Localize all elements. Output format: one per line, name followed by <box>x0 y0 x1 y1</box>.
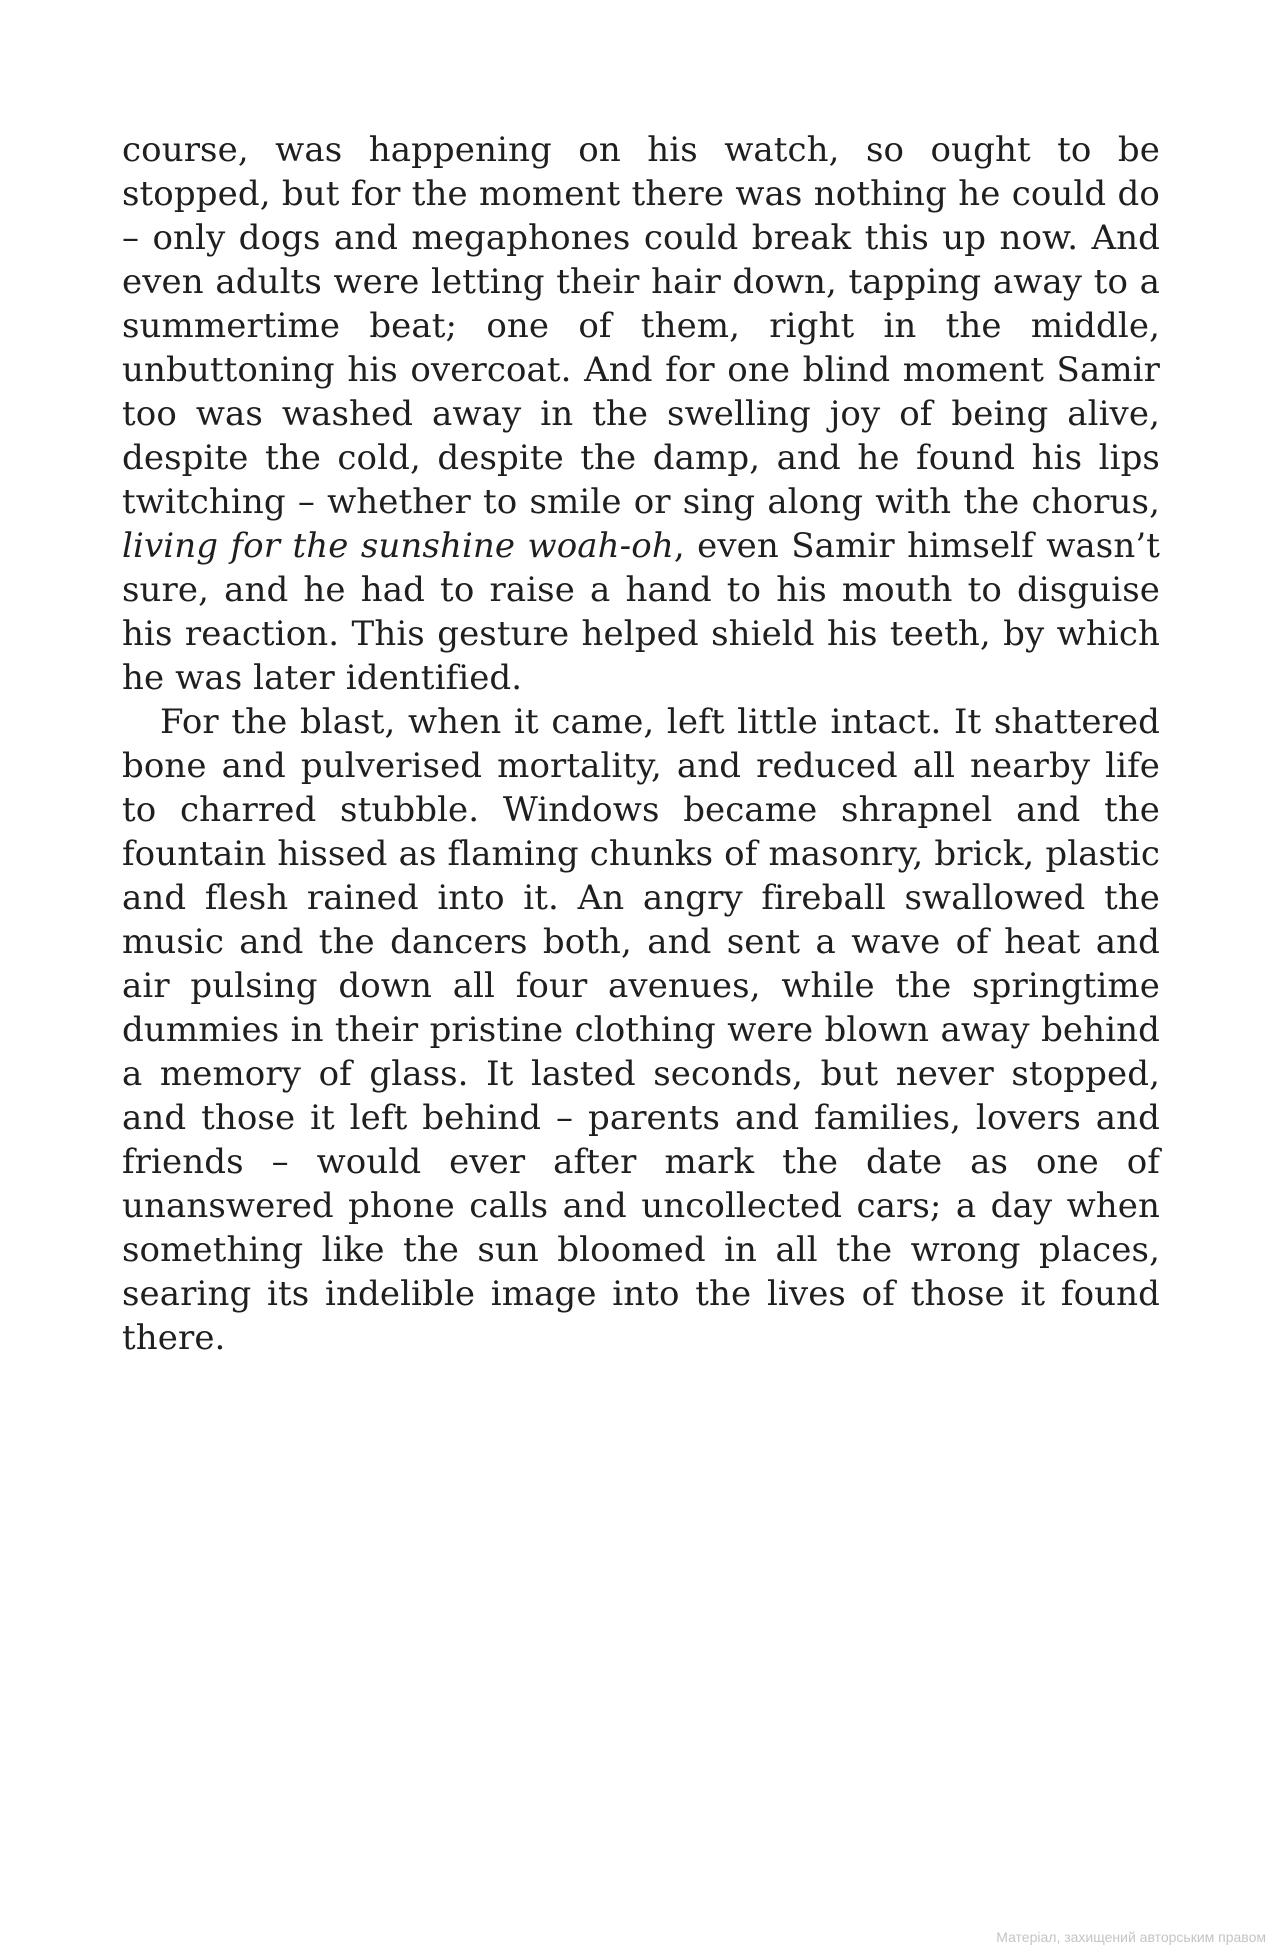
paragraph-1 <box>122 128 1160 700</box>
song-lyric-italic: living for the sunshine woah-oh <box>122 526 674 566</box>
copyright-watermark: Матеріал, захищений авторським правом <box>996 1929 1266 1945</box>
paragraph-2: For the blast, when it came, left little intact. It shattered bone and pulverised mortality, and reduced all nearby life to charred stubble. Windows became shrapnel and the fountain hissed as flaming chunks of masonry, brick, plastic and flesh rained into it. An angry fireball swallowed the music and the dancers both, and sent a wave of heat and air pulsing down all four avenues, while the springtime dummies in their pristine clothing were blown away behind a memory of glass. It lasted seconds, but never stopped, and those it left behind – parents and families, lovers and friends – would ever after mark the date as one of unanswered phone calls and uncollected cars; a day when something like the sun bloomed in all the wrong places, searing its indelible image into the lives of those it found there. <box>122 702 1160 1358</box>
paragraph-1-text-end: , even Samir himself wasn’t sure, and he had to raise a hand to his mouth to disguise his reaction. This gesture helped shield his teeth, by which he was later identified. <box>122 526 1161 698</box>
page-body <box>122 128 1160 1360</box>
paragraph-1-text-start: course, was happening on his watch, so ought to be stopped, but for the moment there was nothing he could do – only dogs and megaphones could break this up now. And even adults were letting their hair down, tapping away to a summertime beat; one of them, right in the middle, unbuttoning his overcoat. And for one blind moment Samir too was washed away in the swelling joy of being alive, despite the cold, despite the damp, and he found his lips twitching – whether to smile or sing along with the chorus, <box>122 130 1160 522</box>
